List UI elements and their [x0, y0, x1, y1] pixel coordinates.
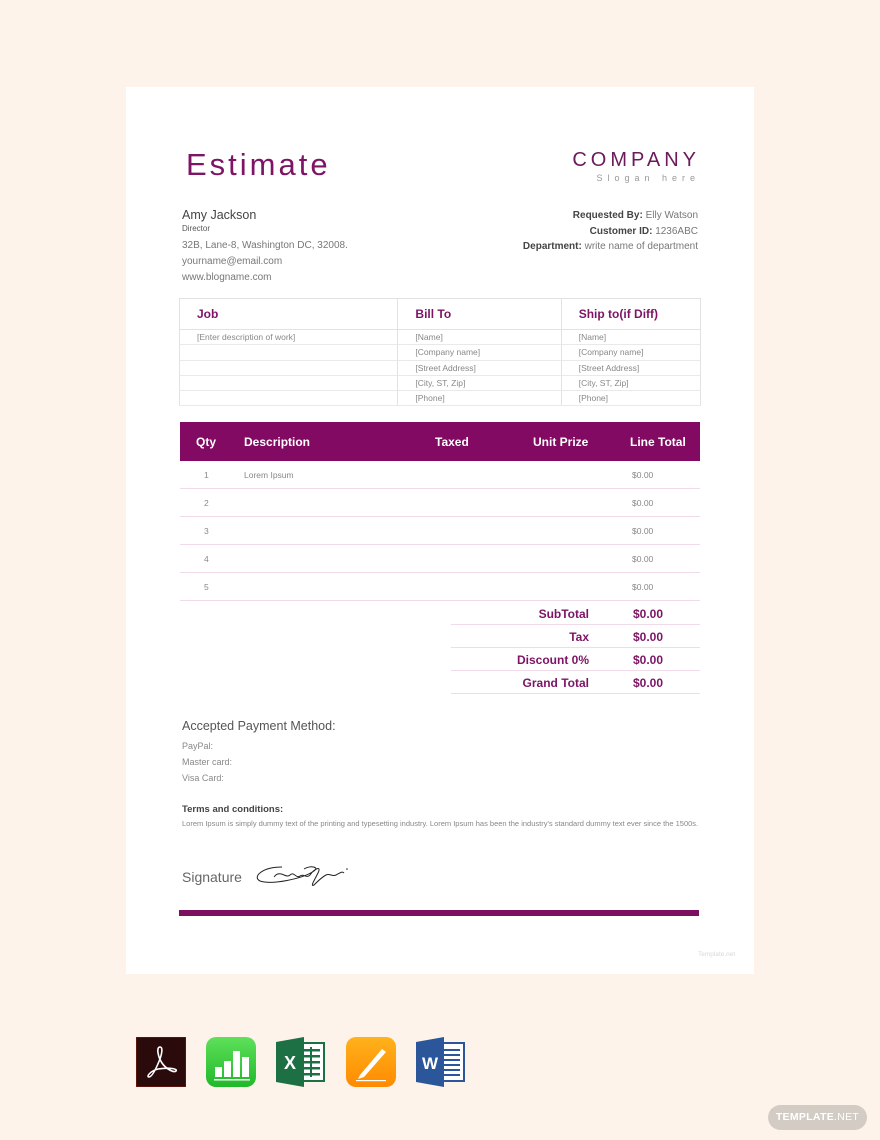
bill-to-cell: [City, ST, Zip] — [398, 375, 561, 390]
ship-to-cell: [Company name] — [561, 345, 700, 360]
item-qty: 5 — [204, 582, 209, 592]
description-header: Description — [244, 434, 311, 449]
grand-total-row — [451, 671, 700, 694]
sender-info — [182, 207, 348, 286]
badge-bold-text: TEMPLATE — [775, 1111, 835, 1123]
line-total-header: Line Total — [630, 434, 686, 449]
unit-price-header: Unit Prize — [533, 434, 589, 449]
item-line-total: $0.00 — [632, 470, 654, 480]
pages-icon[interactable] — [346, 1037, 396, 1087]
footer-divider — [179, 910, 699, 916]
watermark: Template.net — [698, 951, 736, 958]
job-header: Job — [180, 299, 398, 330]
bill-to-cell: [Company name] — [398, 345, 561, 360]
template-net-badge[interactable] — [768, 1105, 867, 1130]
job-cell — [180, 360, 398, 375]
requested-by — [523, 208, 698, 224]
table-row — [180, 391, 701, 406]
table-row — [180, 517, 700, 545]
department — [523, 239, 698, 255]
pdf-icon[interactable] — [136, 1037, 186, 1087]
payment-method-title: Accepted Payment Method: — [182, 719, 336, 733]
bill-to-cell: [Phone] — [398, 391, 561, 406]
payment-paypal: PayPal: — [182, 741, 214, 751]
bill-to-cell: [Name] — [398, 330, 561, 345]
job-cell — [180, 375, 398, 390]
line-items-header — [180, 422, 700, 461]
grand-total-label: Grand Total — [522, 676, 589, 690]
sender-email: yourname@email.com — [182, 256, 283, 267]
item-qty: 2 — [204, 498, 209, 508]
badge-thin-text: .NET — [834, 1111, 860, 1123]
svg-text:W: W — [421, 1054, 439, 1073]
department-label: Department: — [522, 241, 582, 252]
item-description: Lorem Ipsum — [244, 470, 294, 480]
sender-role: Director — [182, 224, 211, 233]
ship-to-cell: [City, ST, Zip] — [561, 375, 700, 390]
table-row — [180, 330, 701, 345]
requested-by-value: Elly Watson — [645, 210, 698, 221]
sender-website: www.blogname.com — [182, 272, 272, 283]
payment-mastercard: Master card: — [182, 757, 233, 767]
taxed-header: Taxed — [435, 434, 469, 449]
job-billing-table — [179, 298, 701, 406]
ship-to-cell: [Phone] — [561, 391, 700, 406]
excel-icon[interactable] — [276, 1037, 326, 1087]
qty-header: Qty — [196, 434, 217, 449]
item-line-total: $0.00 — [632, 554, 654, 564]
subtotal-label: SubTotal — [538, 607, 589, 621]
tax-row — [451, 625, 700, 648]
sender-name: Amy Jackson — [182, 208, 257, 222]
discount-row — [451, 648, 700, 671]
numbers-icon[interactable] — [206, 1037, 256, 1087]
terms-body: Lorem Ipsum is simply dummy text of the printing and typesetting industry. Lorem Ipsum has been the industry's standard dummy text ever since the 1500s. — [182, 819, 699, 828]
line-items-table — [180, 422, 700, 601]
customer-id-value: 1236ABC — [655, 225, 698, 237]
signature-label: Signature — [182, 869, 242, 885]
table-row — [180, 360, 701, 375]
item-line-total: $0.00 — [632, 498, 654, 508]
requested-by-label: Requested By: — [572, 210, 643, 221]
estimate-meta — [523, 208, 698, 255]
table-row — [180, 375, 701, 390]
job-cell — [180, 345, 398, 360]
tax-label: Tax — [569, 630, 589, 644]
item-line-total: $0.00 — [632, 582, 654, 592]
company-name: COMPANY — [572, 149, 700, 171]
table-row — [180, 573, 700, 601]
table-row — [180, 545, 700, 573]
ship-to-cell: [Street Address] — [561, 360, 700, 375]
customer-id-label: Customer ID: — [589, 225, 653, 237]
ship-to-header: Ship to(if Diff) — [561, 299, 700, 330]
table-row — [180, 461, 700, 489]
table-row — [180, 489, 700, 517]
company-slogan: Slogan here — [596, 173, 700, 183]
svg-text:X: X — [283, 1053, 297, 1073]
item-qty: 4 — [204, 554, 209, 564]
item-line-total: $0.00 — [632, 526, 654, 536]
bill-to-header: Bill To — [398, 299, 561, 330]
job-cell — [180, 391, 398, 406]
item-qty: 1 — [204, 470, 209, 480]
word-icon[interactable] — [416, 1037, 466, 1087]
document-title: Estimate — [186, 147, 331, 182]
signature-icon — [252, 859, 352, 889]
estimate-document — [126, 87, 754, 974]
sender-address: 32B, Lane-8, Washington DC, 32008. — [182, 240, 348, 251]
ship-to-cell: [Name] — [561, 330, 700, 345]
customer-id — [523, 224, 698, 240]
department-value: write name of department — [584, 241, 698, 252]
table-row — [180, 345, 701, 360]
terms-title: Terms and conditions: — [182, 804, 284, 815]
subtotal-value: $0.00 — [633, 607, 664, 621]
totals-summary — [451, 602, 700, 694]
subtotal-row — [451, 602, 700, 625]
payment-visa: Visa Card: — [182, 773, 224, 783]
bill-to-cell: [Street Address] — [398, 360, 561, 375]
grand-total-value: $0.00 — [633, 676, 664, 690]
job-cell: [Enter description of work] — [180, 330, 398, 345]
discount-label: Discount 0% — [516, 653, 589, 667]
discount-value: $0.00 — [633, 653, 664, 667]
tax-value: $0.00 — [633, 630, 664, 644]
item-qty: 3 — [204, 526, 209, 536]
